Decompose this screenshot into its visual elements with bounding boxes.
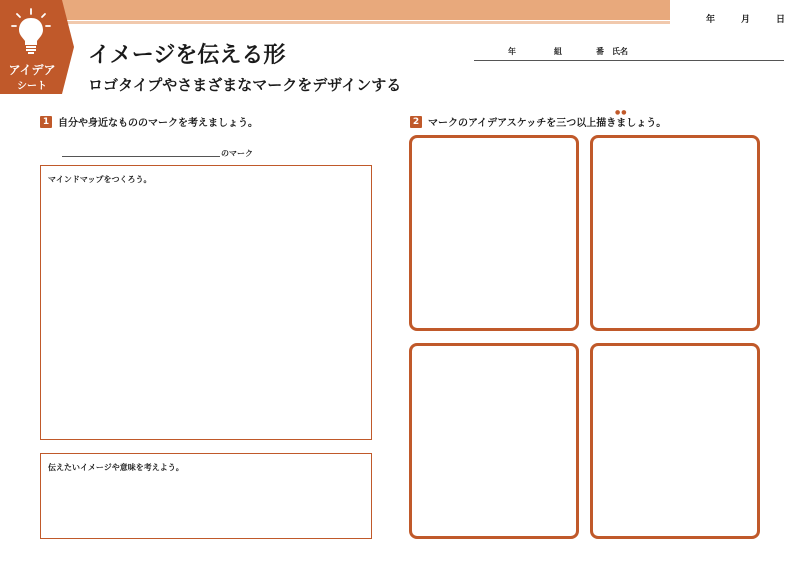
section2-heading — [410, 114, 666, 129]
meaning-label: 伝えたいイメージや意味を考えよう。 — [48, 463, 184, 472]
badge-label-line2: シート — [17, 81, 47, 92]
section1-heading — [40, 114, 258, 129]
page-title: イメージを伝える形 — [88, 43, 286, 68]
sketch-box-2[interactable] — [590, 135, 760, 331]
badge-label-line1: アイデア — [8, 63, 56, 77]
student-number-label: 番 — [596, 47, 604, 56]
idea-sheet-badge — [0, 0, 76, 94]
student-class-label: 組 — [554, 47, 562, 56]
student-info-line[interactable] — [474, 46, 784, 61]
mark-suffix-label: のマーク — [221, 149, 253, 158]
header-band-underline — [60, 21, 670, 24]
sketch-box-1[interactable] — [409, 135, 579, 331]
student-year-label: 年 — [508, 47, 516, 56]
mark-name-blank[interactable] — [62, 156, 220, 157]
header-band-notch — [655, 0, 669, 20]
page-subtitle: ロゴタイプやさまざまなマークをデザインする — [88, 76, 402, 94]
section2-instruction: マークのアイデアスケッチを三つ以上描きましょう。 — [428, 118, 667, 129]
section2-number: 2 — [410, 116, 422, 128]
header-band — [60, 0, 670, 20]
emphasis-dots: ●● — [615, 109, 628, 116]
sketch-box-4[interactable] — [590, 343, 760, 539]
date-year-label: 年 — [706, 15, 716, 25]
date-month-label: 月 — [741, 15, 751, 25]
section1-instruction: 自分や身近なもののマークを考えましょう。 — [58, 118, 258, 129]
date-day-label: 日 — [776, 15, 786, 25]
mindmap-box[interactable] — [40, 165, 372, 440]
student-name-label: 氏名 — [612, 47, 628, 56]
section1-number: 1 — [40, 116, 52, 128]
meaning-box[interactable] — [40, 453, 372, 539]
mindmap-label: マインドマップをつくろう。 — [48, 175, 152, 184]
sketch-box-3[interactable] — [409, 343, 579, 539]
